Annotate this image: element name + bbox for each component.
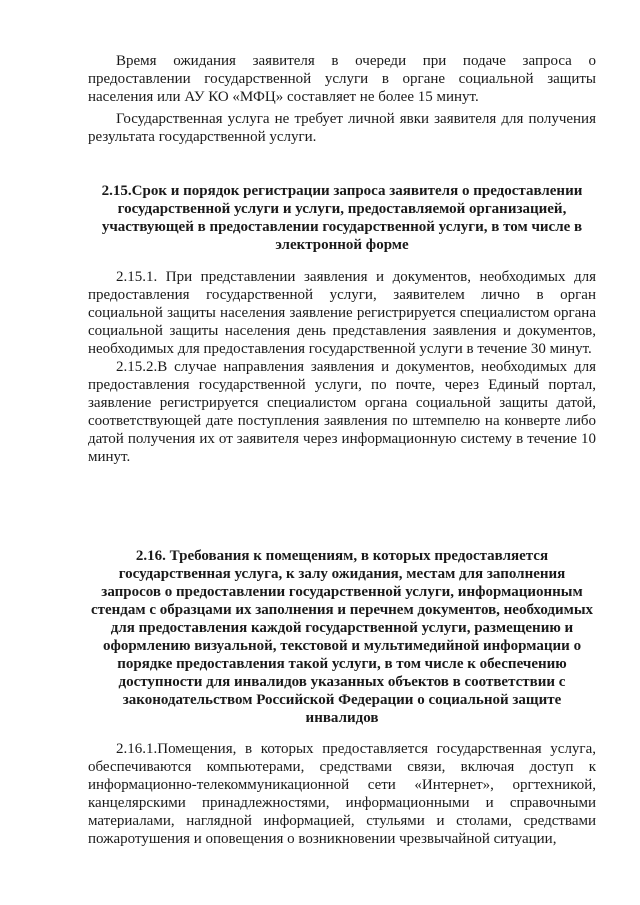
section-heading-2-15: 2.15.Срок и порядок регистрации запроса заявителя о предоставлении государственной услуги и услуги, предоставляемой организацией, участвующей в предоставлении государственной услуги, в том числе в электронной форме (101, 183, 583, 253)
section-heading-2-16: 2.16. Требования к помещениям, в которых предоставляется государственная услуга, к залу ожидания, местам для заполнения запросов о предоставлении государственной услуги, информационным стендам с образцами их заполнения и перечнем документов, необходимых для предоставления каждой государственной услуги, размещению и оформлению визуальной, текстовой и мультимедийной информации о порядке предоставления такой услуги, в том числе к обеспечению доступности для инвалидов указанных объектов в соответствии с законодательством Российской Федерации о социальной защите инвалидов (90, 548, 594, 726)
paragraph-2-15-2: 2.15.2.В случае направления заявления и документов, необходимых для предоставления государственной услуги, по почте, через Единый портал, заявление регистрируется специалистом органа социальной защиты датой, соответствующей дате поступления заявления по штемпелю на конверте либо датой получения их от заявителя через информационную систему в течение 10 минут. (88, 359, 596, 465)
paragraph-no-personal-appearance: Государственная услуга не требует личной явки заявителя для получения результата государственной услуги. (88, 111, 596, 145)
paragraph-wait-time: Время ожидания заявителя в очереди при подаче запроса о предоставлении государственной услуги в органе социальной защиты населения или АУ КО «МФЦ» составляет не более 15 минут. (88, 53, 596, 105)
paragraph-2-15-1: 2.15.1. При представлении заявления и документов, необходимых для предоставления государственной услуги, заявителем лично в орган социальной защиты населения заявление регистрируется специалистом органа социальной защиты населения день представления заявления и документов, необходимых для предоставления государственной услуги в течение 30 минут. (88, 269, 596, 357)
paragraph-2-16-1: 2.16.1.Помещения, в которых предоставляется государственная услуга, обеспечиваются компьютерами, средствами связи, включая доступ к информационно-телекоммуникационной сети «Интернет», оргтехникой, канцелярскими принадлежностями, информационными и справочными материалами, наглядной информацией, стульями и столами, средствами пожаротушения и оповещения о возникновении чрезвычайной ситуации, (88, 741, 596, 847)
